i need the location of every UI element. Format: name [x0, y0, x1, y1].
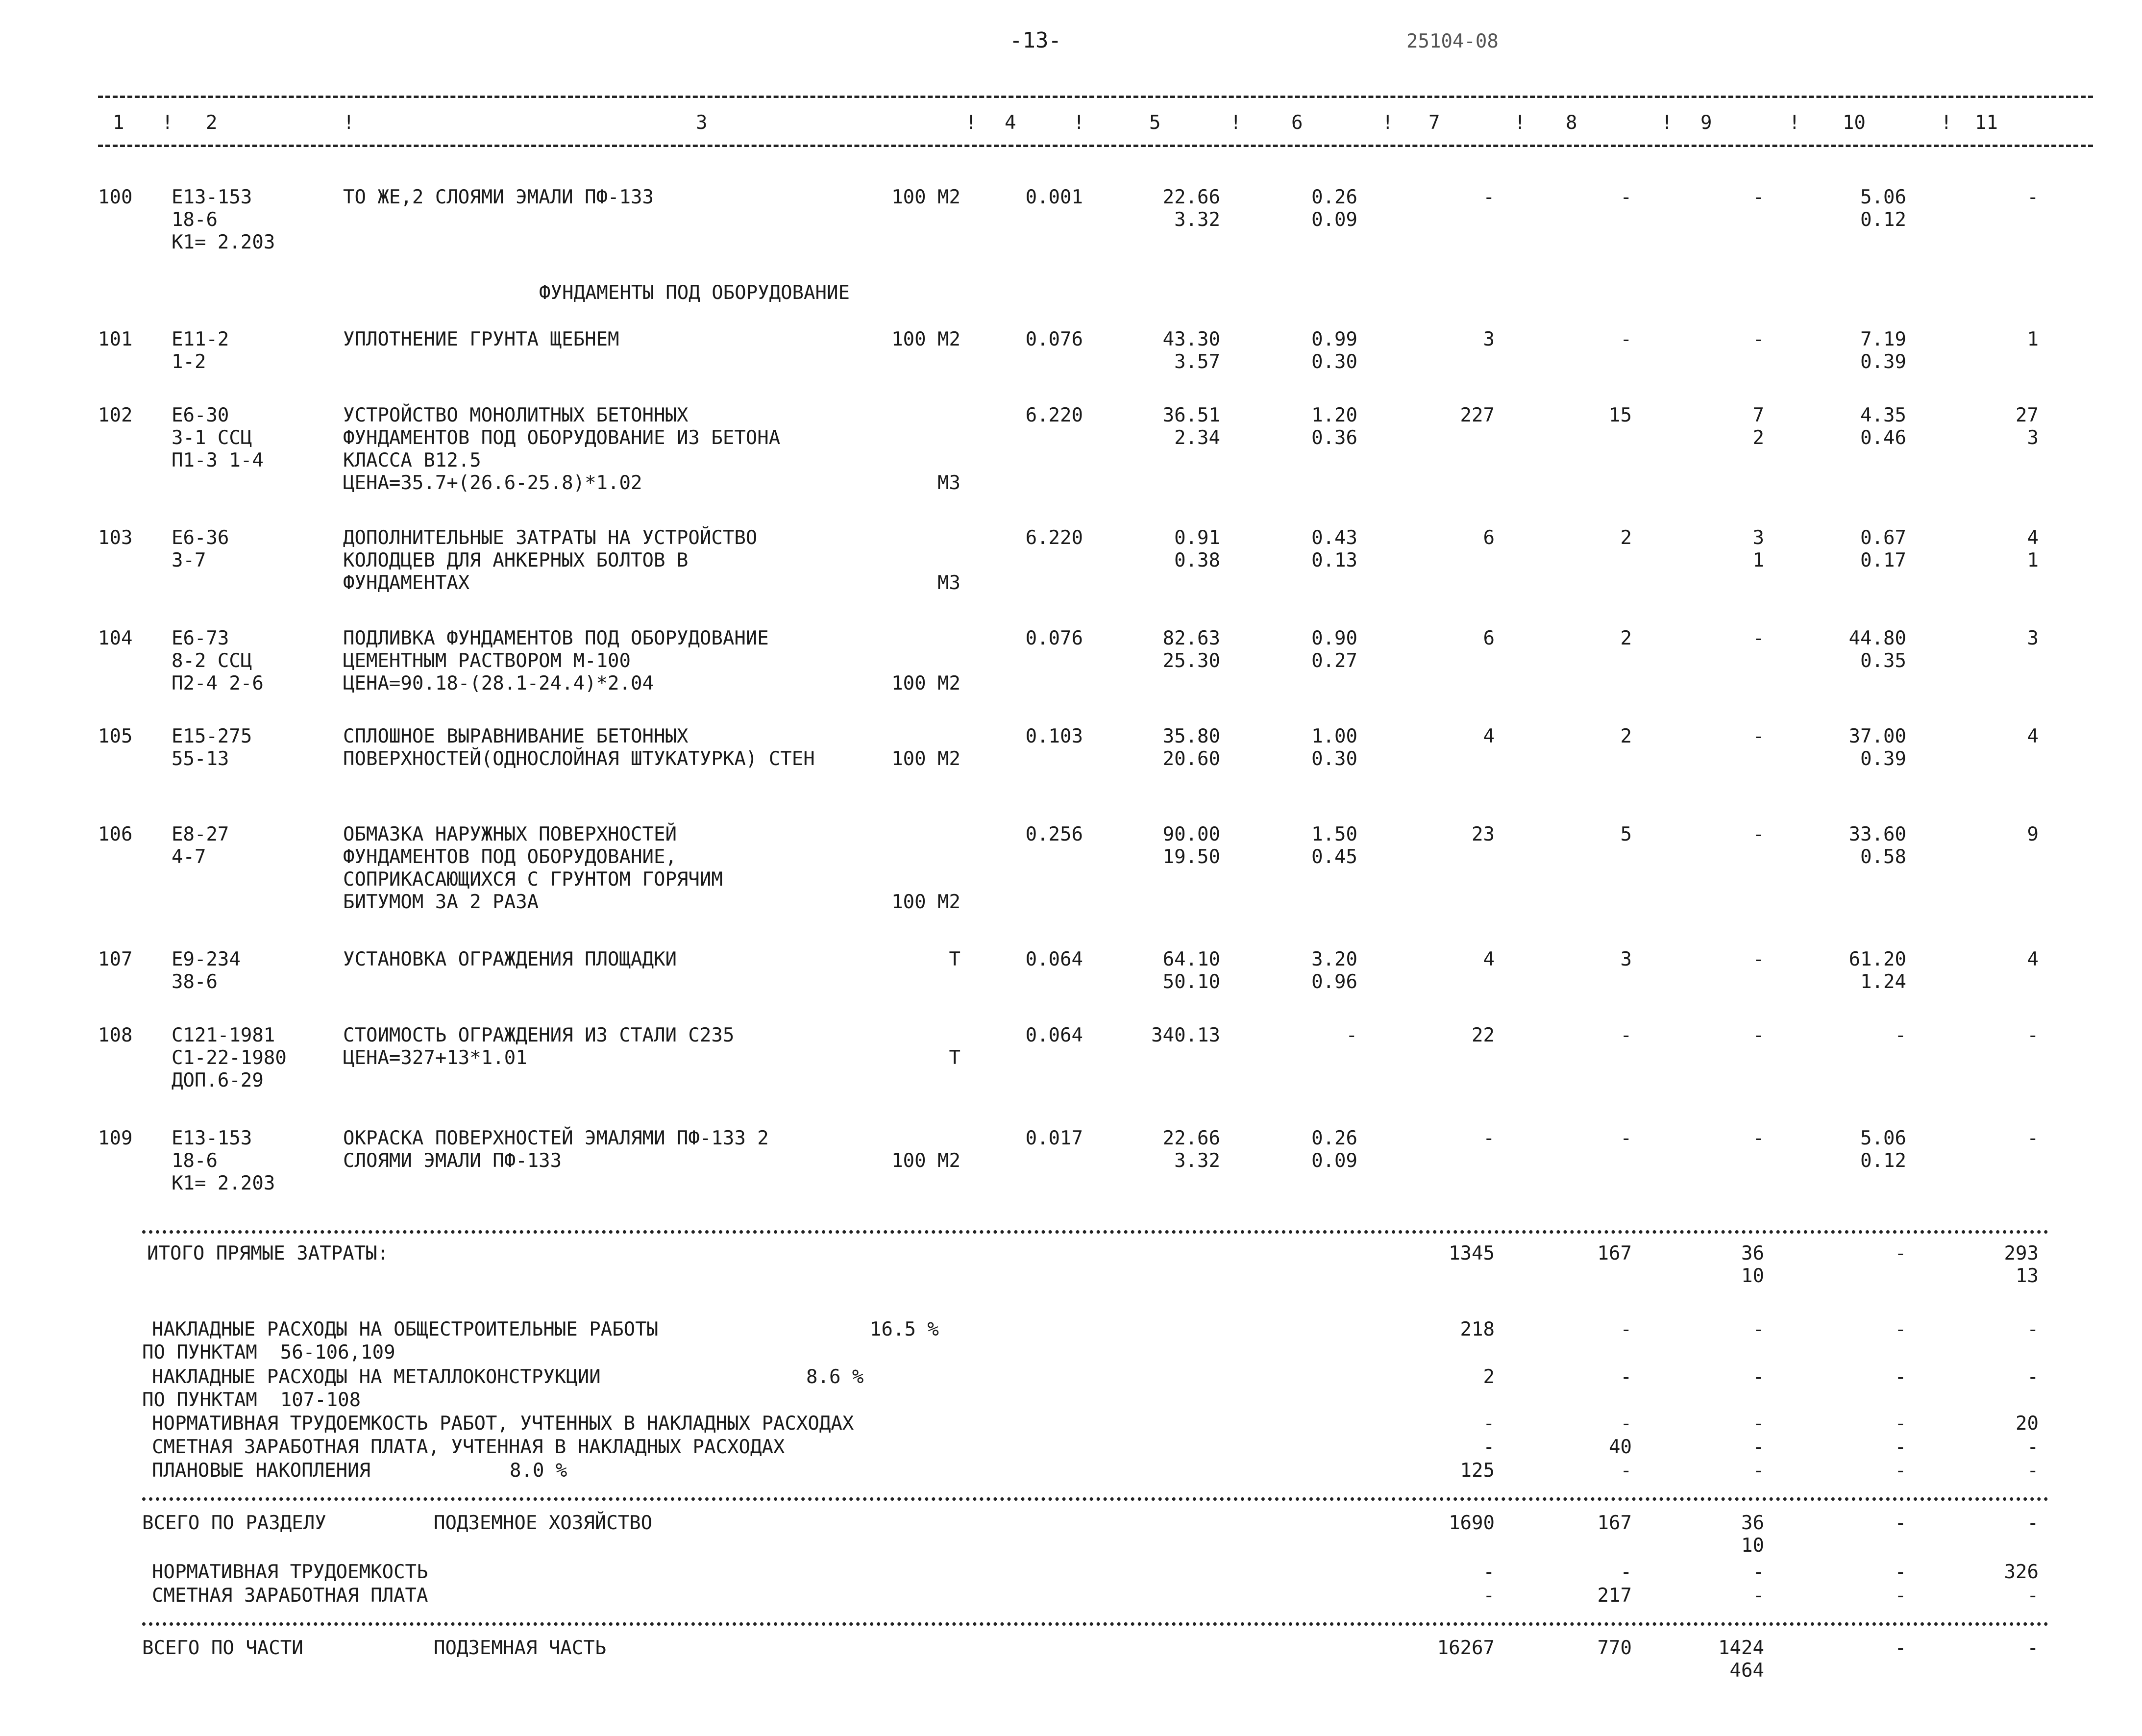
row-c11: -: [2027, 1024, 2039, 1046]
row-c10: 33.60: [1848, 823, 1906, 845]
row-c5: 25.30: [1162, 650, 1220, 672]
row-c11: 3: [2027, 627, 2039, 649]
row-number: 100: [98, 186, 133, 208]
row-c6: 1.50: [1311, 823, 1357, 845]
total-c11: -: [2027, 1512, 2039, 1534]
row-number: 108: [98, 1024, 133, 1046]
row-quantity: 0.064: [1025, 948, 1083, 970]
row-quantity: 0.103: [1025, 725, 1083, 747]
total-c8: -: [1620, 1318, 1632, 1340]
row-code: К1= 2.203: [172, 1172, 275, 1194]
row-c9: 1: [1752, 549, 1764, 571]
row-c7: -: [1483, 1127, 1495, 1149]
header-separator: !: [1941, 112, 1952, 134]
row-c11: 27: [2016, 404, 2039, 426]
row-description: ФУНДАМЕНТОВ ПОД ОБОРУДОВАНИЕ,: [343, 846, 677, 868]
total-c11: 13: [2016, 1265, 2039, 1287]
row-unit: 100 М2: [891, 891, 960, 913]
row-description: ОБМАЗКА НАРУЖНЫХ ПОВЕРХНОСТЕЙ: [343, 823, 677, 845]
total-c9: 464: [1729, 1660, 1764, 1682]
row-c8: 3: [1620, 948, 1632, 970]
row-c6: 0.09: [1311, 1150, 1357, 1172]
overhead1-label: НАКЛАДНЫЕ РАСХОДЫ НА ОБЩЕСТРОИТЕЛЬНЫЕ РАБОТЫ: [152, 1318, 659, 1340]
row-unit: 100 М2: [891, 328, 960, 350]
row-code: Е6-36: [172, 527, 229, 549]
total-c10: -: [1895, 1561, 1906, 1583]
header-separator: !: [1661, 112, 1673, 134]
row-description: ДОПОЛНИТЕЛЬНЫЕ ЗАТРАТЫ НА УСТРОЙСТВО: [343, 527, 758, 549]
total-c10: -: [1895, 1318, 1906, 1340]
header-col-5: 5: [1149, 112, 1161, 134]
overhead2-label: НАКЛАДНЫЕ РАСХОДЫ НА МЕТАЛЛОКОНСТРУКЦИИ: [152, 1366, 601, 1388]
total-c11: 293: [2004, 1242, 2039, 1265]
row-c10: 4.35: [1860, 404, 1906, 426]
overhead2-pct: 8.6 %: [806, 1366, 864, 1388]
row-code: 18-6: [172, 209, 218, 231]
header-col-6: 6: [1291, 112, 1303, 134]
page-number: -13-: [1009, 28, 1061, 53]
row-code: 1-2: [172, 351, 206, 373]
total-c10: -: [1895, 1242, 1906, 1265]
row-code: Е8-27: [172, 823, 229, 845]
row-c6: 1.20: [1311, 404, 1357, 426]
overhead1-pct: 16.5 %: [870, 1318, 939, 1340]
row-c6: 0.99: [1311, 328, 1357, 350]
total-c11: -: [2027, 1436, 2039, 1458]
row-c10: 44.80: [1848, 627, 1906, 649]
row-c7: 6: [1483, 627, 1495, 649]
row-c9: -: [1752, 1024, 1764, 1046]
header-col-2: 2: [206, 112, 218, 134]
row-c9: -: [1752, 186, 1764, 208]
row-c9: -: [1752, 725, 1764, 747]
row-c10: 5.06: [1860, 1127, 1906, 1149]
row-c5: 3.32: [1174, 209, 1220, 231]
total-c9: 1424: [1718, 1637, 1764, 1659]
row-code: 38-6: [172, 971, 218, 993]
row-description: КЛАССА В12.5: [343, 449, 481, 471]
row-c10: 0.12: [1860, 1150, 1906, 1172]
row-c6: 0.90: [1311, 627, 1357, 649]
row-code: 3-1 ССЦ: [172, 427, 252, 449]
row-code: Е9-234: [172, 948, 241, 970]
row-c6: 0.30: [1311, 748, 1357, 770]
row-description: СТОИМОСТЬ ОГРАЖДЕНИЯ ИЗ СТАЛИ С235: [343, 1024, 735, 1046]
total-c9: -: [1752, 1436, 1764, 1458]
row-code: Е13-153: [172, 186, 252, 208]
row-code: П1-3 1-4: [172, 449, 264, 471]
total-c7: 218: [1460, 1318, 1495, 1340]
row-c10: 37.00: [1848, 725, 1906, 747]
row-c6: 0.27: [1311, 650, 1357, 672]
total-c10: -: [1895, 1460, 1906, 1482]
row-number: 104: [98, 627, 133, 649]
row-c6: 0.96: [1311, 971, 1357, 993]
row-c11: 4: [2027, 527, 2039, 549]
total-c7: 16267: [1437, 1637, 1495, 1659]
row-unit: Т: [949, 1047, 960, 1069]
section-title: ФУНДАМЕНТЫ ПОД ОБОРУДОВАНИЕ: [539, 282, 850, 304]
section-total-name: ПОДЗЕМНОЕ ХОЗЯЙСТВО: [434, 1512, 653, 1534]
row-c7: 4: [1483, 948, 1495, 970]
total-c11: -: [2027, 1366, 2039, 1388]
total-c10: -: [1895, 1436, 1906, 1458]
row-description: УСТРОЙСТВО МОНОЛИТНЫХ БЕТОННЫХ: [343, 404, 689, 426]
row-c11: -: [2027, 1127, 2039, 1149]
row-code: С1-22-1980: [172, 1047, 287, 1069]
row-c11: 4: [2027, 948, 2039, 970]
row-number: 109: [98, 1127, 133, 1149]
row-c5: 3.32: [1174, 1150, 1220, 1172]
row-quantity: 0.064: [1025, 1024, 1083, 1046]
header-col-10: 10: [1843, 112, 1866, 134]
row-code: 8-2 ССЦ: [172, 650, 252, 672]
row-quantity: 6.220: [1025, 527, 1083, 549]
doc-code: 25104-08: [1406, 30, 1499, 52]
row-description: ЦЕНА=327+13*1.01: [343, 1047, 527, 1069]
total-c10: -: [1895, 1585, 1906, 1607]
total-c8: -: [1620, 1460, 1632, 1482]
row-c7: -: [1483, 186, 1495, 208]
header-rule-bottom: [98, 145, 2093, 147]
row-code: Е6-30: [172, 404, 229, 426]
row-description: ЦЕНА=35.7+(26.6-25.8)*1.02: [343, 472, 642, 494]
total-c7: 125: [1460, 1460, 1495, 1482]
row-c8: 2: [1620, 527, 1632, 549]
total-c8: 770: [1597, 1637, 1632, 1659]
row-c10: 0.67: [1860, 527, 1906, 549]
row-c9: -: [1752, 823, 1764, 845]
row-description: ПОВЕРХНОСТЕЙ(ОДНОСЛОЙНАЯ ШТУКАТУРКА) СТЕН: [343, 748, 815, 770]
row-c6: 0.26: [1311, 186, 1357, 208]
header-separator: !: [343, 112, 355, 134]
header-col-9: 9: [1700, 112, 1712, 134]
total-c10: -: [1895, 1413, 1906, 1435]
part-total-name: ПОДЗЕМНАЯ ЧАСТЬ: [434, 1637, 607, 1659]
header-separator: !: [1382, 112, 1394, 134]
row-number: 103: [98, 527, 133, 549]
wage-overhead-label: СМЕТНАЯ ЗАРАБОТНАЯ ПЛАТА, УЧТЕННАЯ В НАКЛАДНЫХ РАСХОДАХ: [152, 1436, 785, 1458]
row-c11: 9: [2027, 823, 2039, 845]
row-unit: 100 М2: [891, 672, 960, 694]
row-c6: 3.20: [1311, 948, 1357, 970]
total-c7: 1345: [1449, 1242, 1495, 1265]
total-c11: -: [2027, 1585, 2039, 1607]
row-c7: 4: [1483, 725, 1495, 747]
dotted-rule-1: [142, 1230, 2049, 1234]
row-c11: 1: [2027, 328, 2039, 350]
row-code: Е11-2: [172, 328, 229, 350]
total-c8: 167: [1597, 1512, 1632, 1534]
row-description: СОПРИКАСАЮЩИХСЯ С ГРУНТОМ ГОРЯЧИМ: [343, 868, 723, 891]
header-col-1: 1: [113, 112, 124, 134]
row-c10: -: [1895, 1024, 1906, 1046]
row-number: 105: [98, 725, 133, 747]
row-description: ПОДЛИВКА ФУНДАМЕНТОВ ПОД ОБОРУДОВАНИЕ: [343, 627, 769, 649]
total-c7: -: [1483, 1585, 1495, 1607]
row-description: КОЛОДЦЕВ ДЛЯ АНКЕРНЫХ БОЛТОВ В: [343, 549, 689, 571]
row-code: Е6-73: [172, 627, 229, 649]
row-description: ФУНДАМЕНТОВ ПОД ОБОРУДОВАНИЕ ИЗ БЕТОНА: [343, 427, 781, 449]
row-c8: -: [1620, 186, 1632, 208]
row-c10: 7.19: [1860, 328, 1906, 350]
total-c8: 217: [1597, 1585, 1632, 1607]
row-unit: М3: [937, 472, 960, 494]
row-quantity: 0.017: [1025, 1127, 1083, 1149]
row-quantity: 6.220: [1025, 404, 1083, 426]
header-separator: !: [1789, 112, 1800, 134]
row-c5: 22.66: [1162, 1127, 1220, 1149]
header-col-8: 8: [1566, 112, 1577, 134]
total-c11: -: [2027, 1318, 2039, 1340]
header-col-3: 3: [696, 112, 708, 134]
row-c5: 50.10: [1162, 971, 1220, 993]
header-col-4: 4: [1005, 112, 1016, 134]
header-separator: !: [1230, 112, 1242, 134]
row-code: Е13-153: [172, 1127, 252, 1149]
total-c9: -: [1752, 1318, 1764, 1340]
dotted-rule-3: [142, 1622, 2049, 1626]
row-c5: 0.38: [1174, 549, 1220, 571]
total-c7: 1690: [1449, 1512, 1495, 1534]
row-c6: 0.45: [1311, 846, 1357, 868]
total-c9: 36: [1741, 1242, 1764, 1265]
row-number: 106: [98, 823, 133, 845]
row-description: ЦЕМЕНТНЫМ РАСТВОРОМ М-100: [343, 650, 631, 672]
row-unit: Т: [949, 948, 960, 970]
labor-overhead-label: НОРМАТИВНАЯ ТРУДОЕМКОСТЬ РАБОТ, УЧТЕННЫХ В НАКЛАДНЫХ РАСХОДАХ: [152, 1413, 854, 1435]
row-c6: 0.36: [1311, 427, 1357, 449]
row-c10: 0.12: [1860, 209, 1906, 231]
row-c9: 2: [1752, 427, 1764, 449]
row-c5: 0.91: [1174, 527, 1220, 549]
row-c10: 0.39: [1860, 351, 1906, 373]
total-c9: 36: [1741, 1512, 1764, 1534]
row-c6: 0.30: [1311, 351, 1357, 373]
total-c10: -: [1895, 1512, 1906, 1534]
row-c6: -: [1346, 1024, 1357, 1046]
row-c8: -: [1620, 1127, 1632, 1149]
row-c10: 61.20: [1848, 948, 1906, 970]
row-c5: 2.34: [1174, 427, 1220, 449]
row-description: СПЛОШНОЕ ВЫРАВНИВАНИЕ БЕТОННЫХ: [343, 725, 689, 747]
row-c6: 0.09: [1311, 209, 1357, 231]
row-number: 101: [98, 328, 133, 350]
row-c8: -: [1620, 328, 1632, 350]
row-c9: 7: [1752, 404, 1764, 426]
row-quantity: 0.001: [1025, 186, 1083, 208]
row-c11: 4: [2027, 725, 2039, 747]
row-quantity: 0.076: [1025, 328, 1083, 350]
total-c8: -: [1620, 1413, 1632, 1435]
total-c9: 10: [1741, 1535, 1764, 1557]
header-separator: !: [1514, 112, 1526, 134]
row-description: БИТУМОМ ЗА 2 РАЗА: [343, 891, 539, 913]
row-description: ТО ЖЕ,2 СЛОЯМИ ЭМАЛИ ПФ-133: [343, 186, 654, 208]
header-rule-top: [98, 96, 2093, 98]
row-description: УПЛОТНЕНИЕ ГРУНТА ЩЕБНЕМ: [343, 328, 619, 350]
total-c7: 2: [1483, 1366, 1495, 1388]
total-c7: -: [1483, 1436, 1495, 1458]
row-c10: 5.06: [1860, 186, 1906, 208]
total-c9: -: [1752, 1460, 1764, 1482]
row-c5: 20.60: [1162, 748, 1220, 770]
total-c9: -: [1752, 1561, 1764, 1583]
row-c9: -: [1752, 948, 1764, 970]
row-unit: М3: [937, 572, 960, 594]
total-c8: -: [1620, 1561, 1632, 1583]
row-number: 102: [98, 404, 133, 426]
total-c7: -: [1483, 1561, 1495, 1583]
row-code: 3-7: [172, 549, 206, 571]
planned-pct: 8.0 %: [510, 1460, 567, 1482]
section-total-label: ВСЕГО ПО РАЗДЕЛУ: [142, 1512, 326, 1534]
row-code: П2-4 2-6: [172, 672, 264, 694]
total-c11: 20: [2016, 1413, 2039, 1435]
overhead1-items: ПО ПУНКТАМ 56-106,109: [142, 1341, 395, 1364]
row-code: С121-1981: [172, 1024, 275, 1046]
row-c6: 1.00: [1311, 725, 1357, 747]
row-c5: 3.57: [1174, 351, 1220, 373]
total-c7: -: [1483, 1413, 1495, 1435]
row-c7: 23: [1472, 823, 1495, 845]
row-c6: 0.26: [1311, 1127, 1357, 1149]
row-c5: 22.66: [1162, 186, 1220, 208]
row-c5: 64.10: [1162, 948, 1220, 970]
row-c8: 2: [1620, 627, 1632, 649]
row-code: ДОП.6-29: [172, 1069, 264, 1091]
wage-label: СМЕТНАЯ ЗАРАБОТНАЯ ПЛАТА: [152, 1585, 428, 1607]
header-separator: !: [965, 112, 977, 134]
row-c10: 0.46: [1860, 427, 1906, 449]
row-code: К1= 2.203: [172, 231, 275, 253]
row-c10: 0.35: [1860, 650, 1906, 672]
total-c9: -: [1752, 1413, 1764, 1435]
row-unit: 100 М2: [891, 186, 960, 208]
header-separator: !: [1073, 112, 1085, 134]
header-separator: !: [162, 112, 173, 134]
row-c5: 90.00: [1162, 823, 1220, 845]
row-code: 4-7: [172, 846, 206, 868]
row-c5: 36.51: [1162, 404, 1220, 426]
row-c10: 0.17: [1860, 549, 1906, 571]
row-c6: 0.13: [1311, 549, 1357, 571]
total-c9: -: [1752, 1366, 1764, 1388]
row-c10: 0.39: [1860, 748, 1906, 770]
row-c5: 43.30: [1162, 328, 1220, 350]
header-col-7: 7: [1428, 112, 1440, 134]
total-c10: -: [1895, 1366, 1906, 1388]
row-c5: 82.63: [1162, 627, 1220, 649]
total-c10: -: [1895, 1637, 1906, 1659]
labor-label: НОРМАТИВНАЯ ТРУДОЕМКОСТЬ: [152, 1561, 428, 1583]
row-c7: 22: [1472, 1024, 1495, 1046]
row-c6: 0.43: [1311, 527, 1357, 549]
row-unit: 100 М2: [891, 748, 960, 770]
planned-label: ПЛАНОВЫЕ НАКОПЛЕНИЯ: [152, 1460, 371, 1482]
row-number: 107: [98, 948, 133, 970]
row-description: ЦЕНА=90.18-(28.1-24.4)*2.04: [343, 672, 654, 694]
row-c9: -: [1752, 328, 1764, 350]
total-c11: -: [2027, 1460, 2039, 1482]
row-code: 18-6: [172, 1150, 218, 1172]
row-c8: -: [1620, 1024, 1632, 1046]
row-c5: 19.50: [1162, 846, 1220, 868]
total-c8: -: [1620, 1366, 1632, 1388]
overhead2-items: ПО ПУНКТАМ 107-108: [142, 1389, 361, 1411]
row-code: Е15-275: [172, 725, 252, 747]
row-quantity: 0.076: [1025, 627, 1083, 649]
direct-costs-label: ИТОГО ПРЯМЫЕ ЗАТРАТЫ:: [147, 1242, 389, 1265]
row-c11: 3: [2027, 427, 2039, 449]
total-c8: 167: [1597, 1242, 1632, 1265]
part-total-label: ВСЕГО ПО ЧАСТИ: [142, 1637, 303, 1659]
row-description: СЛОЯМИ ЭМАЛИ ПФ-133: [343, 1150, 562, 1172]
total-c8: 40: [1609, 1436, 1632, 1458]
row-quantity: 0.256: [1025, 823, 1083, 845]
row-c10: 1.24: [1860, 971, 1906, 993]
total-c9: 10: [1741, 1265, 1764, 1287]
row-c5: 340.13: [1151, 1024, 1220, 1046]
row-description: ОКРАСКА ПОВЕРХНОСТЕЙ ЭМАЛЯМИ ПФ-133 2: [343, 1127, 769, 1149]
row-c11: 1: [2027, 549, 2039, 571]
row-c9: 3: [1752, 527, 1764, 549]
row-c5: 35.80: [1162, 725, 1220, 747]
header-col-11: 11: [1975, 112, 1998, 134]
row-c9: -: [1752, 627, 1764, 649]
row-unit: 100 М2: [891, 1150, 960, 1172]
total-c9: -: [1752, 1585, 1764, 1607]
dotted-rule-2: [142, 1497, 2049, 1501]
row-description: УСТАНОВКА ОГРАЖДЕНИЯ ПЛОЩАДКИ: [343, 948, 677, 970]
total-c11: 326: [2004, 1561, 2039, 1583]
row-c7: 6: [1483, 527, 1495, 549]
row-c8: 2: [1620, 725, 1632, 747]
row-c10: 0.58: [1860, 846, 1906, 868]
row-c8: 5: [1620, 823, 1632, 845]
row-description: ФУНДАМЕНТАХ: [343, 572, 470, 594]
row-c8: 15: [1609, 404, 1632, 426]
row-code: 55-13: [172, 748, 229, 770]
total-c11: -: [2027, 1637, 2039, 1659]
row-c7: 227: [1460, 404, 1495, 426]
row-c7: 3: [1483, 328, 1495, 350]
row-c11: -: [2027, 186, 2039, 208]
row-c9: -: [1752, 1127, 1764, 1149]
